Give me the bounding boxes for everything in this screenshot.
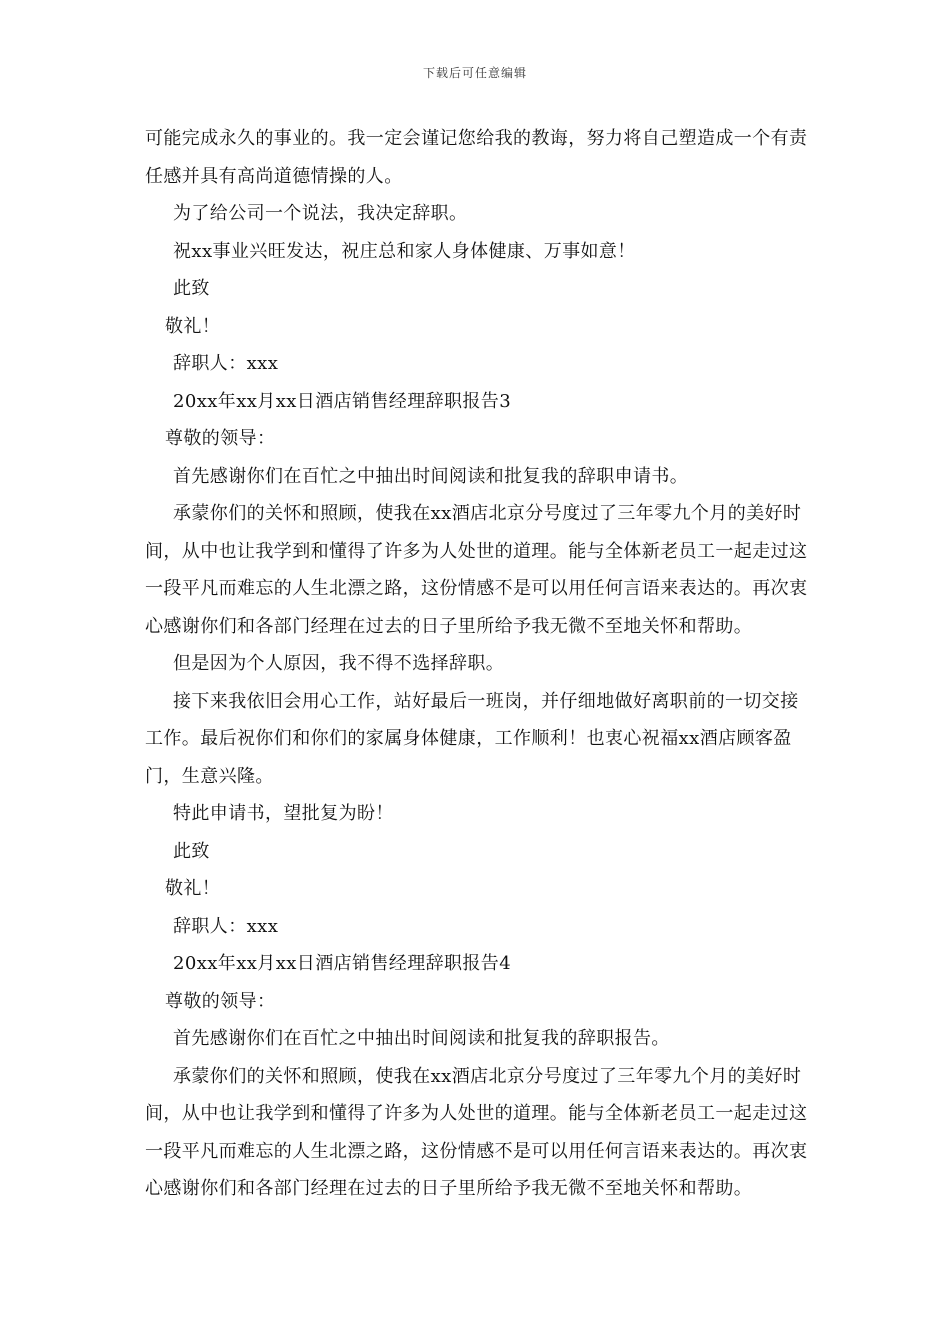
paragraph: 但是因为个人原因，我不得不选择辞职。 <box>173 653 505 674</box>
date-and-title-line: 20xx年xx月xx日酒店销售经理辞职报告3 <box>173 390 512 412</box>
paragraph: 为了给公司一个说法，我决定辞职。 <box>173 203 468 224</box>
closing-salute: 敬礼！ <box>165 878 221 899</box>
paragraph: 可能完成永久的事业的。我一定会谨记您给我的教诲，努力将自己塑造成一个有责任感并具有高尚道德情操的人。 <box>145 128 808 187</box>
paragraph: 接下来我依旧会用心工作，站好最后一班岗，并仔细地做好离职前的一切交接工作。最后祝你们和你们的家属身体健康，工作顺利！也衷心祝福xx酒店顾客盈门，生意兴隆。 <box>145 690 799 787</box>
paragraph: 承蒙你们的关怀和照顾，使我在xx酒店北京分号度过了三年零九个月的美好时间，从中也让我学到和懂得了许多为人处世的道理。能与全体新老员工一起走过这一段平凡而难忘的人生北漂之路，这份情感不是可以用任何言语来表达的。再次衷心感谢你们和各部门经理在过去的日子里所给予我无微不至地关怀和帮助。 <box>145 1065 808 1199</box>
salutation: 尊敬的领导： <box>165 428 276 449</box>
paragraph: 承蒙你们的关怀和照顾，使我在xx酒店北京分号度过了三年零九个月的美好时间，从中也让我学到和懂得了许多为人处世的道理。能与全体新老员工一起走过这一段平凡而难忘的人生北漂之路，这份情感不是可以用任何言语来表达的。再次衷心感谢你们和各部门经理在过去的日子里所给予我无微不至地关怀和帮助。 <box>145 503 808 637</box>
date-and-title-line: 20xx年xx月xx日酒店销售经理辞职报告4 <box>173 953 512 974</box>
paragraph: 特此申请书，望批复为盼！ <box>173 803 394 824</box>
paragraph: 首先感谢你们在百忙之中抽出时间阅读和批复我的辞职报告。 <box>173 1028 670 1049</box>
document-body <box>145 120 810 1208</box>
page-header-note: 下载后可任意编辑 <box>422 66 527 80</box>
closing-line: 此致 <box>173 278 210 299</box>
closing-salute: 敬礼！ <box>165 315 221 337</box>
signature-line: 辞职人：xxx <box>173 353 279 374</box>
paragraph: 祝xx事业兴旺发达，祝庄总和家人身体健康、万事如意！ <box>173 240 636 262</box>
salutation: 尊敬的领导： <box>165 990 276 1012</box>
signature-line: 辞职人：xxx <box>173 915 279 937</box>
paragraph: 首先感谢你们在百忙之中抽出时间阅读和批复我的辞职申请书。 <box>173 465 689 487</box>
closing-line: 此致 <box>173 840 210 862</box>
